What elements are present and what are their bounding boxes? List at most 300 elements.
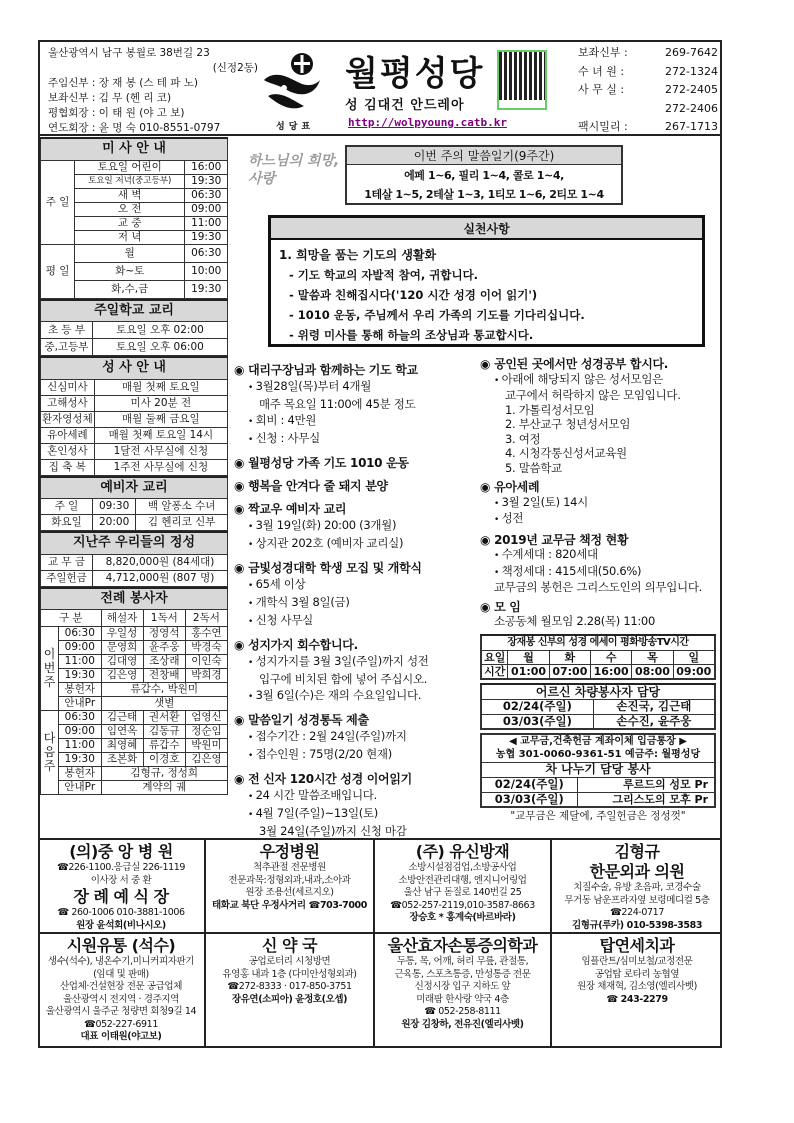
phone-colon: : [616,64,625,78]
phone-label-wrap [578,44,628,63]
server-cell: 김은영 [101,669,143,683]
mass-name: 토요일 저녁(중고등부) [75,174,185,188]
mass-name: 교 중 [75,216,185,230]
row-label: 유아세례 [41,427,95,443]
row-value: 8,820,000원 (84세대) [93,554,228,570]
phone-label-wrap [578,63,624,82]
table-row [41,443,228,459]
practice-title: 실천사항 [271,218,702,240]
notice-line: 2. 부산교구 청년성서모임 [505,417,631,431]
table-row [481,699,715,714]
notice-title: ◉ 짝교우 예비자 교리 [234,501,474,517]
ad-line: 치질수술, 유방 초음파, 코경수술 [573,882,701,893]
notice-line: • 신청 사무실 [234,612,474,630]
server-cell: 이인숙 [185,655,227,669]
notice-title: ◉ 2019년 교무금 책정 현황 [480,533,720,548]
bible-reading-box [345,145,623,205]
table-title: 전례 봉사자 [41,588,228,610]
row-label: 환자영성체 [41,411,95,427]
table-header-row [41,357,228,379]
day-cell: 월 [508,650,549,664]
mass-time: 16:00 [185,160,228,174]
tv-schedule-title: 장재봉 신부의 성경 에세이 평화방송TV시간 [481,635,715,650]
date-cell: 02/24(주일) [481,699,593,714]
ad-line: 공업탑 로타리 농협옆 [594,968,680,980]
ad-line: 장유연(소피아) 윤정호(오셉) [231,993,348,1005]
ad-line: 임플란트/심미보철/교정전문 [581,956,693,967]
notice-title: ◉ 유아세례 [480,480,720,495]
address-block [48,46,258,136]
notices-right [480,352,720,629]
row-value: 매월 첫째 토요일 14시 [94,427,227,443]
notice [234,712,474,764]
advertisement [38,840,206,934]
notice-line: • 3월28일(목)부터 4개월 [234,378,474,396]
notice-line: 교구에서 허락하지 않은 모임입니다. [505,388,681,402]
notice [480,533,720,595]
address-line: (신정2동) [212,62,258,74]
notice-line: • 3월 2일(토) 14시 [480,495,720,512]
table-header-row [41,477,228,499]
account-title: ◀ 교무금,건축헌금 계좌이체 입금통장 ▶ [481,734,715,748]
server-cell: 김근태 [101,711,143,725]
server-cell: 박희경 [185,669,227,683]
staff-line: 보좌신부 : 김 무 (헨 리 코) [48,92,172,104]
notice [480,357,720,475]
ad-line: 태화교 북단 우정사거리 ☎703-7000 [212,899,367,911]
server-cell: 홍수연 [185,627,227,641]
ad-line: 원장 채재혁, 김소영(엘리사벳) [577,981,697,992]
drivers-table [480,683,716,731]
sacraments-table [40,356,228,476]
server-cell: 김동규 [143,725,185,739]
ad-line: 유영홍 내과 1층 (다미안성형외과) [222,968,357,980]
notice-line: • 접수인원 : 75명(2/20 현재) [234,746,474,764]
server-cell: 조본화 [101,753,143,767]
table-header-row [481,635,715,650]
table-header-row [41,532,228,554]
notice [480,480,720,528]
server-row [41,683,228,697]
table-row [41,322,228,339]
ad-line: 원장 윤석회(비나시오) [76,919,166,931]
row-label: 봉헌자 [59,767,102,781]
notice [234,560,474,630]
church-name: 월평성당 [345,54,485,94]
notice-line: • 65세 이상 [234,576,474,594]
account-number: 농협 301-0060-9361-51 예금주: 월평성당 [481,748,715,762]
row-label: 집 축 복 [41,459,95,475]
server-row [41,753,228,767]
phone-row [578,118,718,137]
notice-line: 4. 시청각통신성서교육원 [505,446,627,460]
phone-colon: : [620,120,628,133]
practice-item: - 1010 운동, 주님께서 우리 가족의 기도를 기다리십니다. [289,308,585,322]
tv-schedule-table [480,634,716,680]
names-cell: 손진국, 김근태 [593,699,715,714]
server-cell: 권서환 [143,711,185,725]
patron-saint: 성 김대건 안드레아 [345,98,465,113]
time-cell: 16:00 [591,664,632,679]
row-value: 1주전 사무실에 신청 [94,459,227,475]
server-cell: 19:30 [59,669,102,683]
offertory-servers: 김형규, 정성희 [101,767,227,781]
group-cell: 루르드의 성모 Pr [577,777,715,792]
server-row [41,669,228,683]
row-label: 교 무 금 [41,554,93,570]
mass-name: 새 벽 [75,188,185,202]
notice-line: • 성지가지를 3월 3일(주일)까지 성전 [234,653,474,671]
server-cell: 09:00 [59,725,102,739]
ad-line: 전문과목:정형외과,내과,소아과 [228,874,351,886]
table-row [41,570,228,586]
table-row [41,515,228,531]
table-row [41,459,228,475]
date-cell: 02/24(주일) [481,777,577,792]
server-row [41,641,228,655]
notice-line: • 회비 : 4만원 [234,412,474,430]
group-cell: 그리스도의 모후 Pr [577,792,715,807]
server-cell: 19:30 [59,753,102,767]
notice [234,501,474,553]
phone-colon: : [616,83,625,96]
notice [234,771,474,839]
mass-name: 토요일 어린이 [75,160,185,174]
day-cell: 화 [549,650,590,664]
ad-line: 한문외과 의원 [589,862,685,881]
ad-name: (의)중 앙 병 원 [69,842,173,861]
week-label: 다음주 [43,731,56,773]
mass-time: 09:00 [185,202,228,216]
days-row [481,650,715,664]
row-time: 20:00 [93,515,136,531]
ad-line: 소방안전관리대행, 엔지니어링업 [398,874,527,886]
server-cell: 조상래 [143,655,185,669]
row-label: 봉헌자 [59,683,102,697]
server-row [41,725,228,739]
server-row [41,655,228,669]
day-cell: 수 [591,650,632,664]
mass-time: 19:30 [185,174,228,188]
server-cell: 임연옥 [101,725,143,739]
guide-pr: 샛별 [101,697,227,711]
table-title: 지난주 우리들의 정성 [41,532,228,554]
server-cell: 전창배 [143,669,185,683]
server-cell: 11:00 [59,655,102,669]
table-title: 성 사 안 내 [41,357,228,379]
ad-line: 신정시장 입구 지하도 앞 [414,981,511,992]
time-cell: 07:00 [549,664,590,679]
ad-line: ☎272-8333 · 017-850-3751 [227,981,352,992]
notice [234,455,474,471]
table-row [41,339,228,356]
mass-row [41,160,228,174]
info-tables [480,634,716,823]
ad-line: ☎226-1100.응급실 226-1119 [56,862,186,873]
server-cell: 박원미 [185,739,227,753]
offering-table [40,531,228,587]
notice-line: • 3월 19일(화) 20:00 (3개월) [234,517,474,535]
advertisement [552,934,722,1048]
time-cell: 시간 [481,664,508,679]
server-row [41,697,228,711]
ad-name: 신 약 국 [261,936,317,955]
mass-name: 저 녁 [75,230,185,244]
notice-line: • 접수기간 : 2월 24일(주일)까지 [234,728,474,746]
practice-item: - 말씀과 친해집시다('120 시간 성경 이어 읽기') [289,288,538,302]
table-row [481,748,715,762]
week-label-cell [41,711,59,795]
advertisement [38,934,206,1048]
day-cell: 목 [632,650,673,664]
table-header-row [41,300,228,322]
guide-pr: 계약의 궤 [101,781,227,795]
advertisement [206,840,375,934]
time-cell: 09:00 [673,664,715,679]
ad-line: 공업로터리 시청방면 [248,956,331,967]
server-cell: 11:00 [59,739,102,753]
server-row [41,739,228,753]
ad-line: ☎ 260-1006 010-3881-1006 [57,907,185,918]
server-cell: 이경호 [143,753,185,767]
notice-line: • 성전 [480,511,720,528]
notice-title: ◉ 모 임 [480,600,720,615]
server-cell: 정영석 [143,627,185,641]
notice-title: ◉ 대리구장님과 함께하는 기도 학교 [234,362,474,378]
ad-line: (임대 및 판매) [93,968,149,980]
mass-time: 10:00 [185,262,228,280]
mass-time: 06:30 [185,244,228,262]
phone-row [578,81,718,100]
header-row [41,610,228,627]
date-cell: 03/03(주일) [481,792,577,807]
row-label: 화요일 [41,515,93,531]
notice-title: ◉ 행복을 안겨다 줄 돼지 분양 [234,478,474,494]
notice-line: • 24 시간 말씀조배입니다. [234,787,474,805]
phone-list [578,44,718,137]
bible-reading-line: 1테살 1~5, 2테살 1~3, 1티모 1~6, 2티모 1~4 [364,188,604,201]
table-header-row [481,684,715,700]
hope-image: 하느님의 희망, 사랑 [248,153,340,187]
ad-line: 원장 조용선(세르지오) [245,887,334,898]
ad-name: 시원유통 (석수) [66,936,176,955]
table-row [41,411,228,427]
table-row [41,499,228,515]
ad-name: 탑연세치과 [599,936,675,955]
ad-line: 이사장 서 중 환 [90,874,152,886]
row-label: 안내Pr [59,697,102,711]
offertory-servers: 류갑수, 박원미 [101,683,227,697]
sunday-school-table [40,299,228,357]
ad-line: 척추관절 전문병원 [253,862,326,873]
notice-line: 교무금의 봉헌은 그리스도인의 의무입니다. [494,580,702,594]
row-time: 09:30 [93,499,136,515]
notice [234,478,474,494]
practice-box [268,215,705,347]
day-label: 평 일 [41,244,75,298]
row-label: 주일헌금 [41,570,93,586]
ad-line: 장 례 예 식 장 [73,887,169,906]
mass-name: 화,수,금 [75,280,185,298]
server-row [41,711,228,725]
column-header: 구 분 [41,610,102,627]
table-row [41,379,228,395]
ad-line: 김형규(루카) 010-5398-3583 [571,919,703,931]
ad-line: ☎224-0717 [610,907,664,918]
catechumen-table [40,476,228,532]
notice-line: 입구에 비치된 함에 넣어 주십시오. [259,672,428,686]
phone-colon: : [620,46,628,59]
notice-line: 5. 말씀학교 [505,460,562,475]
ad-line: 소방시설점검업,소방공사업 [408,862,517,873]
ad-name: 김형규 [614,842,660,861]
qr-code[interactable] [497,50,547,110]
row-teacher: 김 헨리코 신부 [136,515,228,531]
week-label: 이번주 [43,647,56,689]
row-label: 중,고등부 [41,339,93,356]
ad-line: 무거동 남운프라자옆 보령메디컬 5층 [564,894,710,906]
ad-name: (주) 유신방재 [415,842,510,861]
row-value: 1달전 사무실에 신청 [94,443,227,459]
website-link[interactable]: http://wolpyoung.catb.kr [348,116,507,129]
table-header-row [41,138,228,160]
row-value: 토요일 오후 06:00 [93,339,228,356]
phone-number: 272-2406 [665,101,718,115]
ad-line: ☎052-227-6911 [84,1018,158,1030]
server-cell: 문영희 [101,641,143,655]
row-teacher: 백 알퐁소 수녀 [136,499,228,515]
server-row [41,781,228,795]
phone-label-wrap [578,118,628,137]
table-title: 미 사 안 내 [41,138,228,160]
notice-line: 매주 목요일 11:00에 45분 정도 [259,397,416,411]
row-value: 매월 둘째 금요일 [94,411,227,427]
notice-line: • 수계세대 : 820세대 [480,547,720,564]
server-row [41,767,228,781]
ad-line: 울산광역시 울주군 청량면 회청9길 14 [45,1006,197,1017]
ad-line: 두통, 목, 어깨, 허리 무릎, 관절통, [396,956,529,967]
tea-service-title: 차 나누기 담당 봉사 [481,762,715,777]
ad-line: 산업체·건설현장 전문 공급업체 [60,981,182,992]
staff-line: 평협회장 : 이 태 원 (야 고 보) [48,107,185,119]
notice-line: • 개학식 3월 8일(금) [234,594,474,612]
table-row [481,714,715,729]
notice [480,600,720,629]
ad-line: ☎ 243-2279 [606,993,668,1005]
notice-line: 1. 가톨릭성서모임 [505,402,595,417]
phone-number: 269-7642 [665,46,718,59]
server-cell: 류갑수 [143,739,185,753]
time-cell: 08:00 [632,664,673,679]
server-cell: 김대영 [101,655,143,669]
week-label-cell [41,627,59,711]
mass-row [41,244,228,262]
ad-line: 장승호 * 홍계숙(바르바라) [409,912,516,923]
ad-line: 울산 남구 돋질로 140번길 25 [403,887,522,898]
advertisement [375,840,552,934]
left-column [40,137,228,795]
notice-title: ◉ 공인된 곳에서만 성경공부 합시다. [480,357,720,372]
address-line: 울산광역시 남구 봉월로 38번길 23 [48,47,210,59]
server-cell: 윤주웅 [143,641,185,655]
practice-item: - 위령 미사를 통해 하늘의 조상님과 통교합시다. [289,328,534,342]
ad-line: 근육통, 스포츠통증, 만성통증 전문 [394,968,531,980]
ad-name: 울산효자손통증의학과 [387,936,538,955]
day-cell: 일 [673,650,715,664]
notice-line: • 아래에 해당되지 않은 성서모임은 [480,372,720,389]
notice-line: 소공동체 월모임 2.28(목) 11:00 [494,614,655,628]
notice [234,362,474,448]
mass-time: 06:30 [185,188,228,202]
ad-name: 우정병원 [259,842,320,861]
footnote: "교무금은 제달에, 주일헌금은 정성껏" [510,810,686,822]
phone-row [578,63,718,82]
column-header: 2독서 [185,610,227,627]
mass-time: 19:30 [185,280,228,298]
server-cell: 김은영 [185,753,227,767]
notice-title: ◉ 전 신자 120시간 성경 이어읽기 [234,771,474,787]
table-row [481,734,715,748]
bible-reading-title: 이번 주의 말씀일기(9주간) [347,147,621,165]
server-cell: 우일성 [101,627,143,641]
row-value: 4,712,000원 (807 명) [93,570,228,586]
drivers-title: 어르신 차량봉사자 담당 [481,684,715,700]
notices-middle [234,355,474,839]
notice-title: ◉ 성지가지 회수합니다. [234,637,474,653]
ad-line: ☎052-257-2119,010-3587-8663 [390,899,535,911]
mass-time: 19:30 [185,230,228,244]
mass-name: 화~토 [75,262,185,280]
advertisement [552,840,722,934]
phone-row [578,100,718,119]
bible-reading-line: 에페 1~6, 필리 1~4, 콜로 1~4, [404,169,564,182]
notice-line: 3. 여정 [505,431,541,446]
notice-title: ◉ 금빛성경대학 학생 모집 및 개학식 [234,560,474,576]
notice-line: 3월 24일(주일)까지 신청 마감 [259,824,407,838]
row-label: 주 일 [41,499,93,515]
ad-line: 원장 김창하, 전유진(엘리사벳) [401,1018,524,1030]
notice-line: • 책정세대 : 415세대(50.6%) [480,564,720,581]
ad-line: 생수(석수), 냉온수기,미니커피자판기 [47,956,195,967]
table-row [41,395,228,411]
ads-section [38,838,722,1048]
table-row [481,777,715,792]
phone-label: 수 녀 원 [578,64,617,78]
staff-line: 연도회장 : 윤 명 숙 010-8551-0797 [48,122,221,134]
notice [234,637,474,705]
row-label: 안내Pr [59,781,102,795]
ad-line: 미래팜 한사랑 약국 4층 [416,993,509,1005]
phone-number: 267-1713 [665,120,718,133]
server-cell: 06:30 [59,711,102,725]
table-row [481,792,715,807]
time-cell: 01:00 [508,664,549,679]
names-cell: 손수진, 윤주웅 [593,714,715,729]
ad-line: 대표 이태원(야고보) [80,1031,162,1042]
liturgy-servers-table [40,587,228,796]
column-header: 해설자 [101,610,143,627]
server-cell: 09:00 [59,641,102,655]
day-cell: 요일 [481,650,508,664]
phone-label: 사 무 실 [578,83,617,96]
notice-line: • 상지관 202호 (예비자 교리실) [234,535,474,553]
church-logo-icon [262,50,322,112]
day-label: 주 일 [41,160,75,244]
ad-line: 울산광역시 전지역 · 경주지역 [63,993,179,1005]
server-row [41,627,228,641]
server-cell: 엄영신 [185,711,227,725]
server-cell: 박경숙 [185,641,227,655]
